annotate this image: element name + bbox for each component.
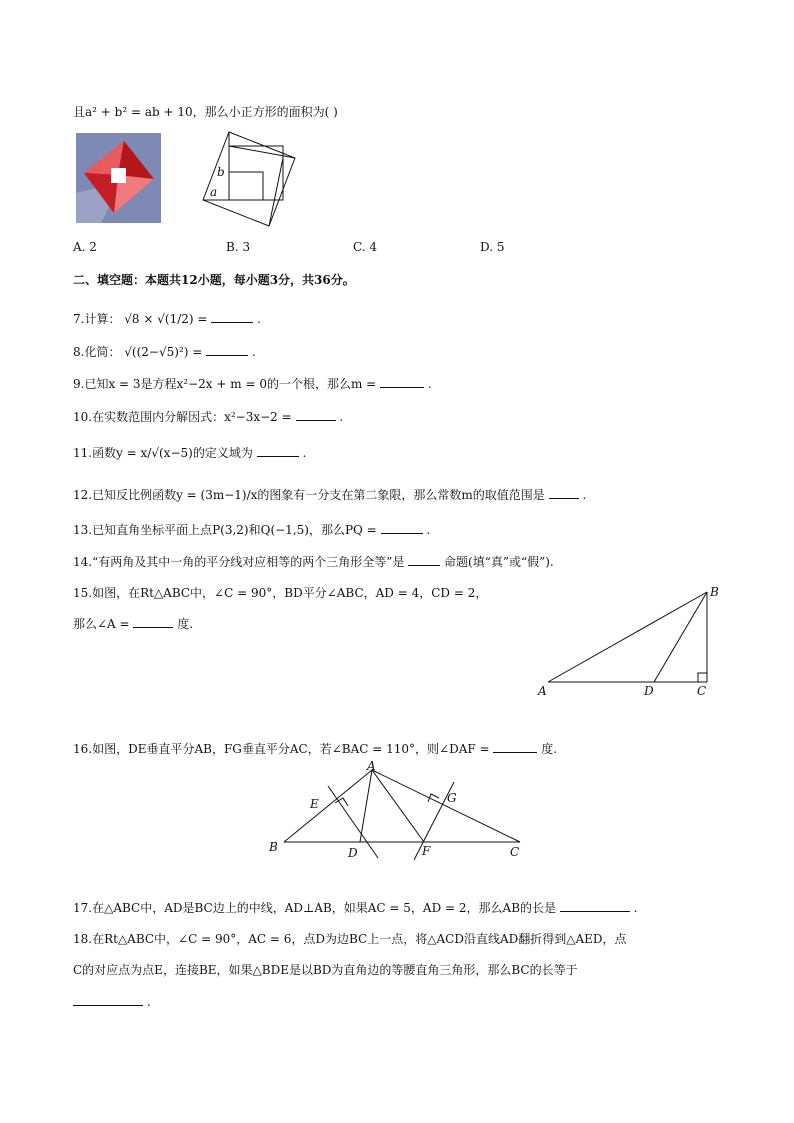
q15-label-c: C	[697, 684, 707, 698]
q6-option-a[interactable]: A. 2	[73, 240, 97, 254]
question-12	[73, 486, 586, 503]
q6-photo-figure	[76, 133, 161, 223]
question-7	[73, 310, 261, 327]
q16-suffix: 度.	[541, 742, 558, 756]
q6-label-a: a	[210, 185, 218, 199]
q12-suffix: .	[582, 488, 587, 502]
q17-answer-blank[interactable]	[560, 899, 630, 912]
q11-prefix: 11.函数y = x/√(x−5)的定义域为	[73, 446, 253, 460]
q10-suffix: .	[339, 410, 344, 424]
question-11	[73, 444, 306, 461]
q15-label-b: B	[710, 585, 719, 599]
q6-label-b: b	[217, 165, 225, 179]
q15-line-2	[73, 615, 193, 632]
q14-suffix: 命题(填“真”或“假”).	[444, 555, 554, 569]
q7-suffix: .	[257, 312, 261, 326]
question-17	[73, 899, 638, 916]
q16-label-d: D	[348, 846, 358, 860]
q18-line-3	[73, 993, 151, 1010]
q18-suffix: .	[146, 995, 151, 1009]
q18-line-2: C的对应点为点E，连接BE，如果△BDE是以BD为直角边的等腰直角三角形，那么BC的长等于	[73, 963, 578, 977]
q6-stem: 且a² + b² = ab + 10，那么小正方形的面积为( )	[73, 105, 338, 119]
q16-prefix: 16.如图，DE垂直平分AB，FG垂直平分AC，若∠BAC = 110°，则∠DAF =	[73, 742, 490, 756]
q15-answer-blank[interactable]	[133, 615, 173, 628]
q12-prefix: 12.已知反比例函数y = (3m−1)/x的图象有一分支在第二象限，那么常数m的取值范围是	[73, 488, 545, 502]
q9-suffix: .	[427, 377, 432, 391]
section-2-title: 二、填空题：本题共12小题，每小题3分，共36分。	[73, 273, 355, 287]
q6-option-c[interactable]: C. 4	[353, 240, 378, 254]
q16-label-c: C	[510, 845, 520, 859]
q7-answer-blank[interactable]	[211, 310, 253, 323]
question-16	[73, 740, 557, 757]
q16-label-g: G	[447, 791, 457, 805]
q8-answer-blank[interactable]	[206, 343, 248, 356]
q13-answer-blank[interactable]	[381, 521, 423, 534]
q17-prefix: 17.在△ABC中，AD是BC边上的中线，AD⊥AB，如果AC = 5，AD = 2，那么AB的长是	[73, 901, 557, 915]
q18-line-1: 18.在Rt△ABC中，∠C = 90°，AC = 6，点D为边BC上一点，将△ACD沿直线AD翻折得到△AED，点	[73, 932, 627, 946]
question-8	[73, 343, 256, 360]
q8-suffix: .	[251, 345, 256, 359]
q7-expr: √8 × √(1/2) =	[124, 312, 208, 326]
q7-prefix: 7.计算：	[73, 312, 121, 326]
q9-answer-blank[interactable]	[380, 375, 424, 388]
question-10	[73, 408, 343, 425]
q11-answer-blank[interactable]	[257, 444, 299, 457]
q15-label-a: A	[538, 684, 547, 698]
question-9	[73, 375, 432, 392]
q16-label-b: B	[269, 840, 278, 854]
question-14	[73, 553, 554, 570]
q6-option-d[interactable]: D. 5	[480, 240, 505, 254]
question-13	[73, 521, 430, 538]
q16-label-e: E	[310, 797, 319, 811]
q10-prefix: 10.在实数范围内分解因式：x²−3x−2 =	[73, 410, 292, 424]
q15-prefix: 那么∠A =	[73, 617, 130, 631]
q6-option-b[interactable]: B. 3	[226, 240, 251, 254]
q15-line-1: 15.如图，在Rt△ABC中，∠C = 90°，BD平分∠ABC，AD = 4，CD = 2，	[73, 586, 488, 600]
q16-label-f: F	[422, 844, 431, 858]
q16-answer-blank[interactable]	[493, 740, 537, 753]
q16-label-a: A	[367, 759, 376, 773]
q13-prefix: 13.已知直角坐标平面上点P(3,2)和Q(−1,5)，那么PQ =	[73, 523, 377, 537]
q14-answer-blank[interactable]	[408, 553, 440, 566]
q14-prefix: 14.“有两角及其中一角的平分线对应相等的两个三角形全等”是	[73, 555, 405, 569]
q15-triangle-figure	[530, 582, 730, 702]
q10-answer-blank[interactable]	[296, 408, 336, 421]
q8-prefix: 8.化简：	[73, 345, 121, 359]
q18-answer-blank[interactable]	[73, 993, 143, 1006]
q11-suffix: .	[302, 446, 307, 460]
q12-answer-blank[interactable]	[549, 486, 579, 499]
q8-expr: √((2−√5)²) =	[124, 345, 203, 359]
q9-prefix: 9.已知x = 3是方程x²−2x + m = 0的一个根，那么m =	[73, 377, 377, 391]
q17-suffix: .	[633, 901, 638, 915]
q16-triangle-figure	[262, 758, 532, 862]
q13-suffix: .	[426, 523, 431, 537]
q6-square-figure	[195, 128, 305, 230]
q15-label-d: D	[644, 684, 654, 698]
q15-suffix: 度.	[177, 617, 194, 631]
